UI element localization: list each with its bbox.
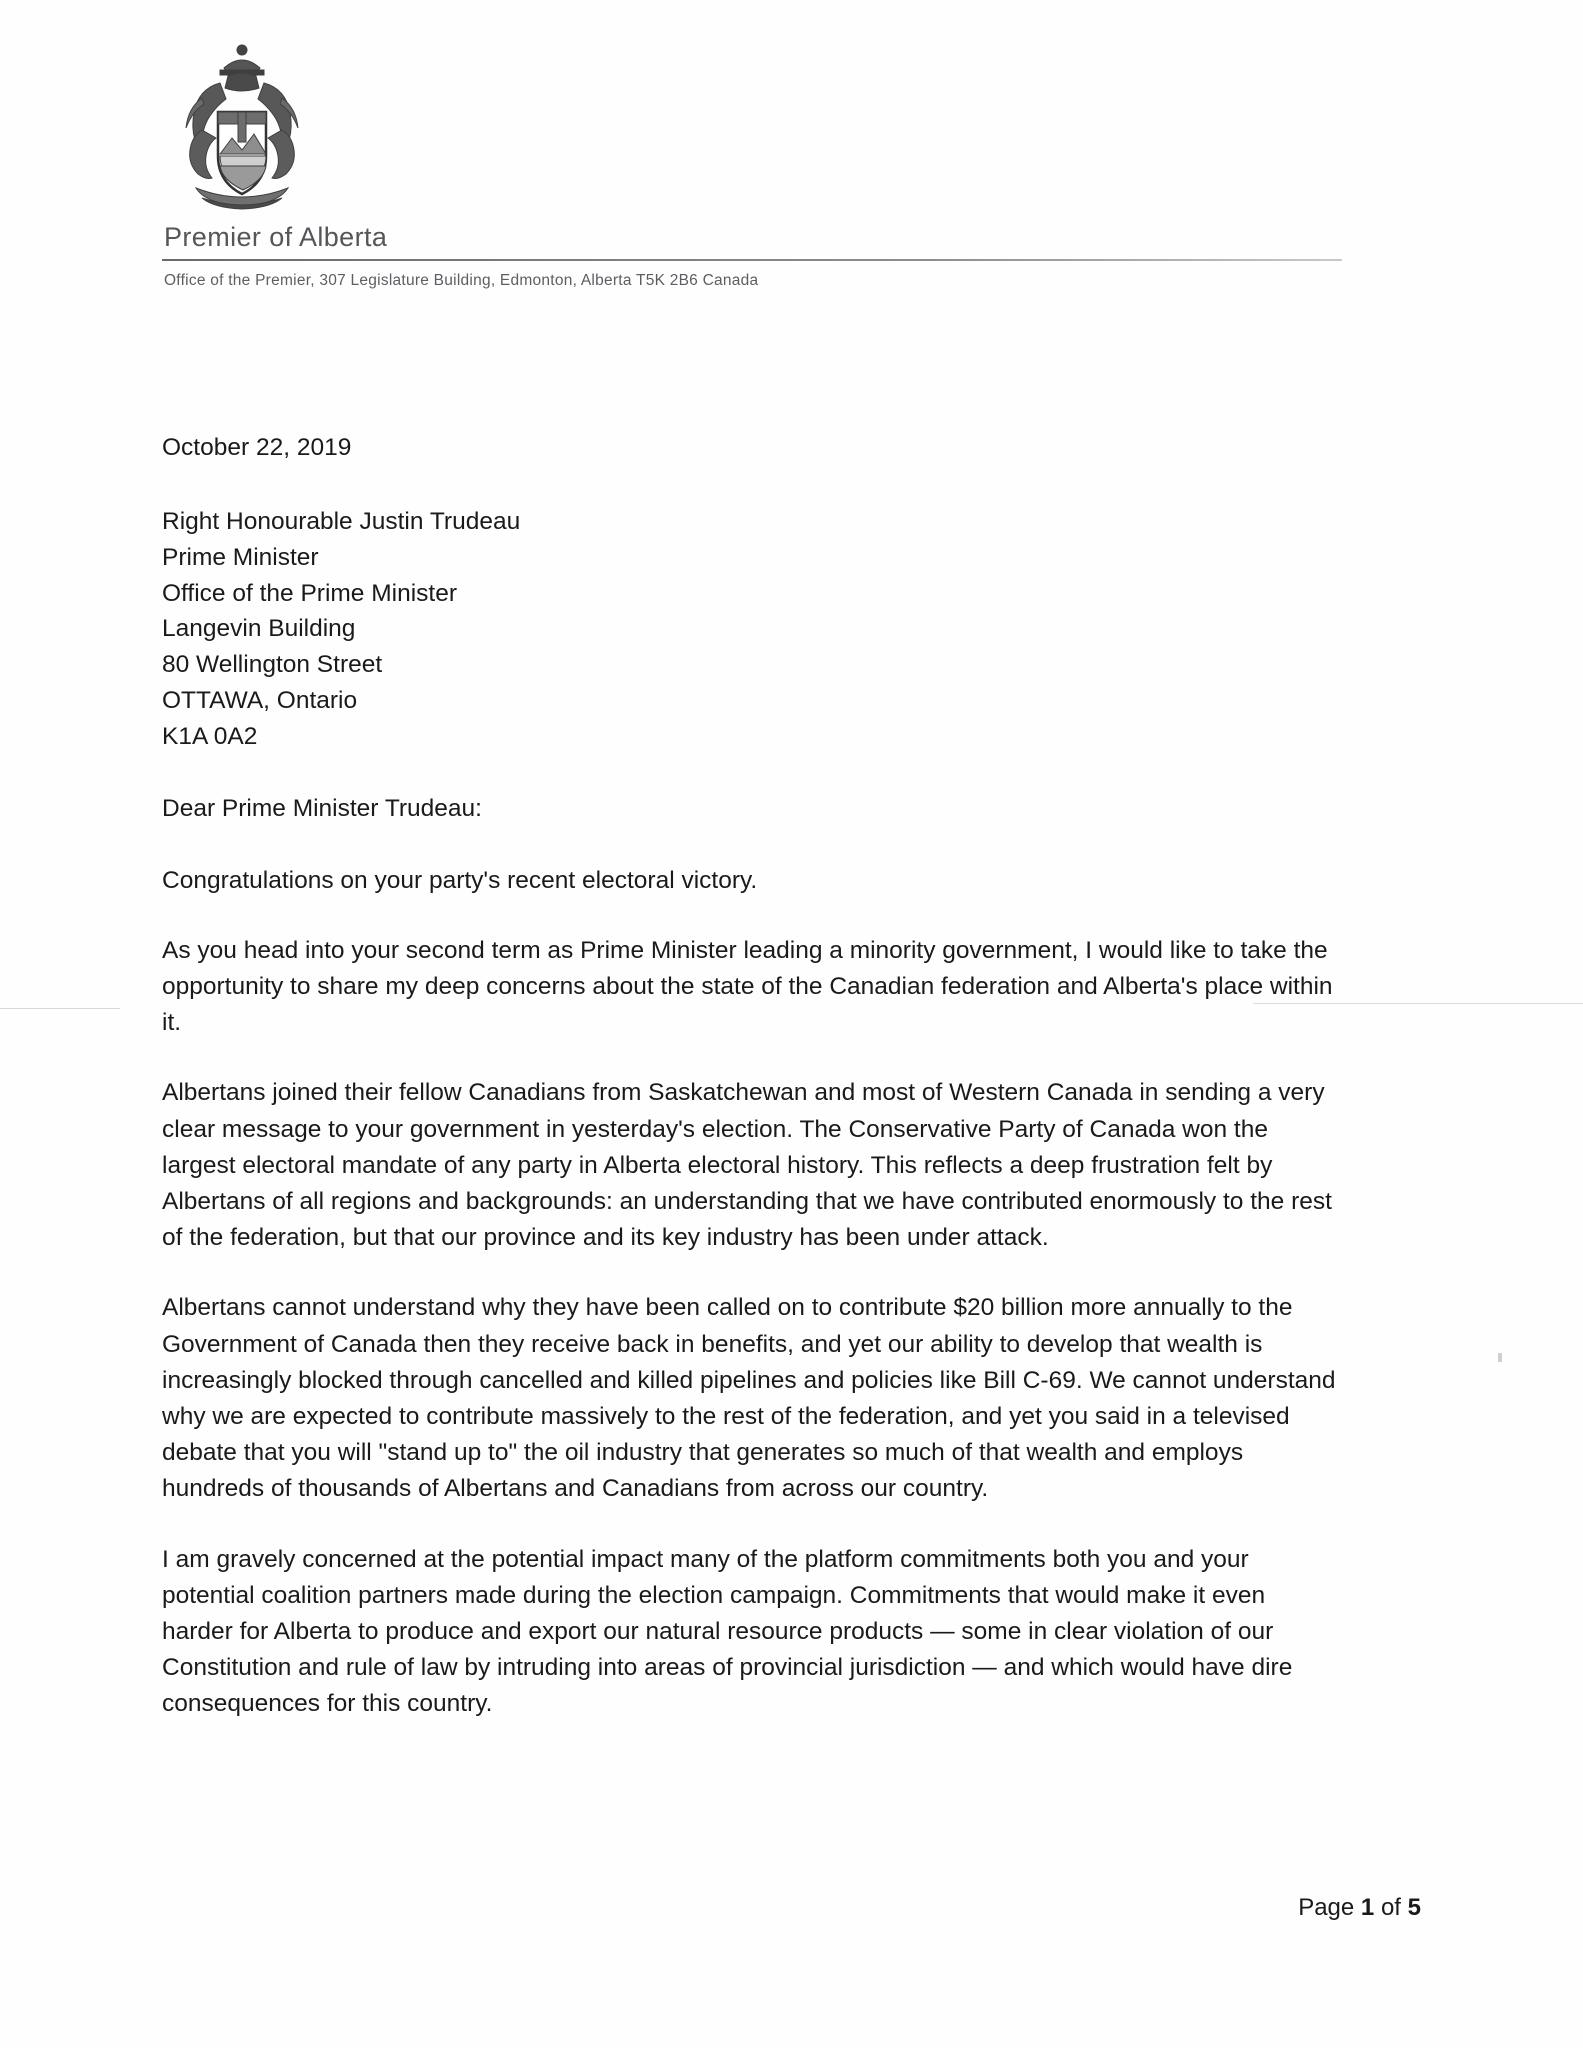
alberta-coat-of-arms-icon: [162, 38, 322, 216]
letter-paragraph: I am gravely concerned at the potential impact many of the platform commitments both you and your potential coalition partners made during the election campaign. Commitments that would make it even harder for Alberta to produce and export our natural resource products — some in clear violation of our Constitution and rule of law by intruding into areas of provincial jurisdiction — and which would have dire consequences for this country.: [162, 1545, 1293, 1718]
page-label-middle: of: [1374, 1894, 1408, 1921]
office-address-line: Office of the Premier, 307 Legislature Building, Edmonton, Alberta T5K 2B6 Canada: [164, 272, 759, 289]
letterhead-divider: [162, 259, 1342, 261]
address-line: Right Honourable Justin Trudeau: [162, 508, 521, 535]
salutation: Dear Prime Minister Trudeau:: [162, 794, 482, 822]
letterhead: [162, 38, 1362, 290]
letter-date: October 22, 2019: [162, 434, 352, 461]
page-number-footer: [1298, 1894, 1421, 1922]
letter-paragraph: Congratulations on your party's recent electoral victory.: [162, 866, 758, 894]
address-line: Prime Minister: [162, 543, 319, 571]
page-number-total: 5: [1407, 1894, 1421, 1921]
page-number-current: 1: [1360, 1894, 1375, 1921]
address-line: 80 Wellington Street: [162, 651, 383, 679]
letter-body: [162, 430, 1342, 1757]
premier-title: Premier of Alberta: [164, 222, 388, 252]
letter-paragraph: As you head into your second term as Prime Minister leading a minority government, I would like to take the opportunity to share my deep concerns about the state of the Canadian federation and Alberta's place within it.: [162, 936, 1333, 1037]
address-line: Office of the Prime Minister: [162, 579, 458, 607]
page-label-prefix: Page: [1298, 1894, 1361, 1921]
address-line: K1A 0A2: [162, 722, 258, 750]
scan-artifact-speck: [1498, 1353, 1502, 1362]
scan-artifact-line-left: [0, 1008, 120, 1009]
letter-paragraph: Albertans joined their fellow Canadians from Saskatchewan and most of Western Canada in sending a very clear message to your government in yesterday's election. The Conservative Party of Canada won the largest electoral mandate of any party in Alberta electoral history. This reflects a deep frustration felt by Albertans of all regions and backgrounds: an understanding that we have contributed enormously to the rest of the federation, but that our province and its key industry has been under attack.: [162, 1079, 1332, 1252]
letter-paragraph: Albertans cannot understand why they have been called on to contribute $20 billion more annually to the Government of Canada then they receive back in benefits, and yet our ability to develop that wealth is increasingly blocked through cancelled and killed pipelines and policies like Bill C-69. We cannot understand why we are expected to contribute massively to the rest of the federation, and yet you said in a televised debate that you will "stand up to" the oil industry that generates so much of that wealth and employs hundreds of thousands of Albertans and Canadians from across our country.: [162, 1294, 1336, 1503]
recipient-address: [162, 504, 1342, 755]
address-line: Langevin Building: [162, 615, 356, 643]
address-line: OTTAWA, Ontario: [162, 686, 358, 714]
